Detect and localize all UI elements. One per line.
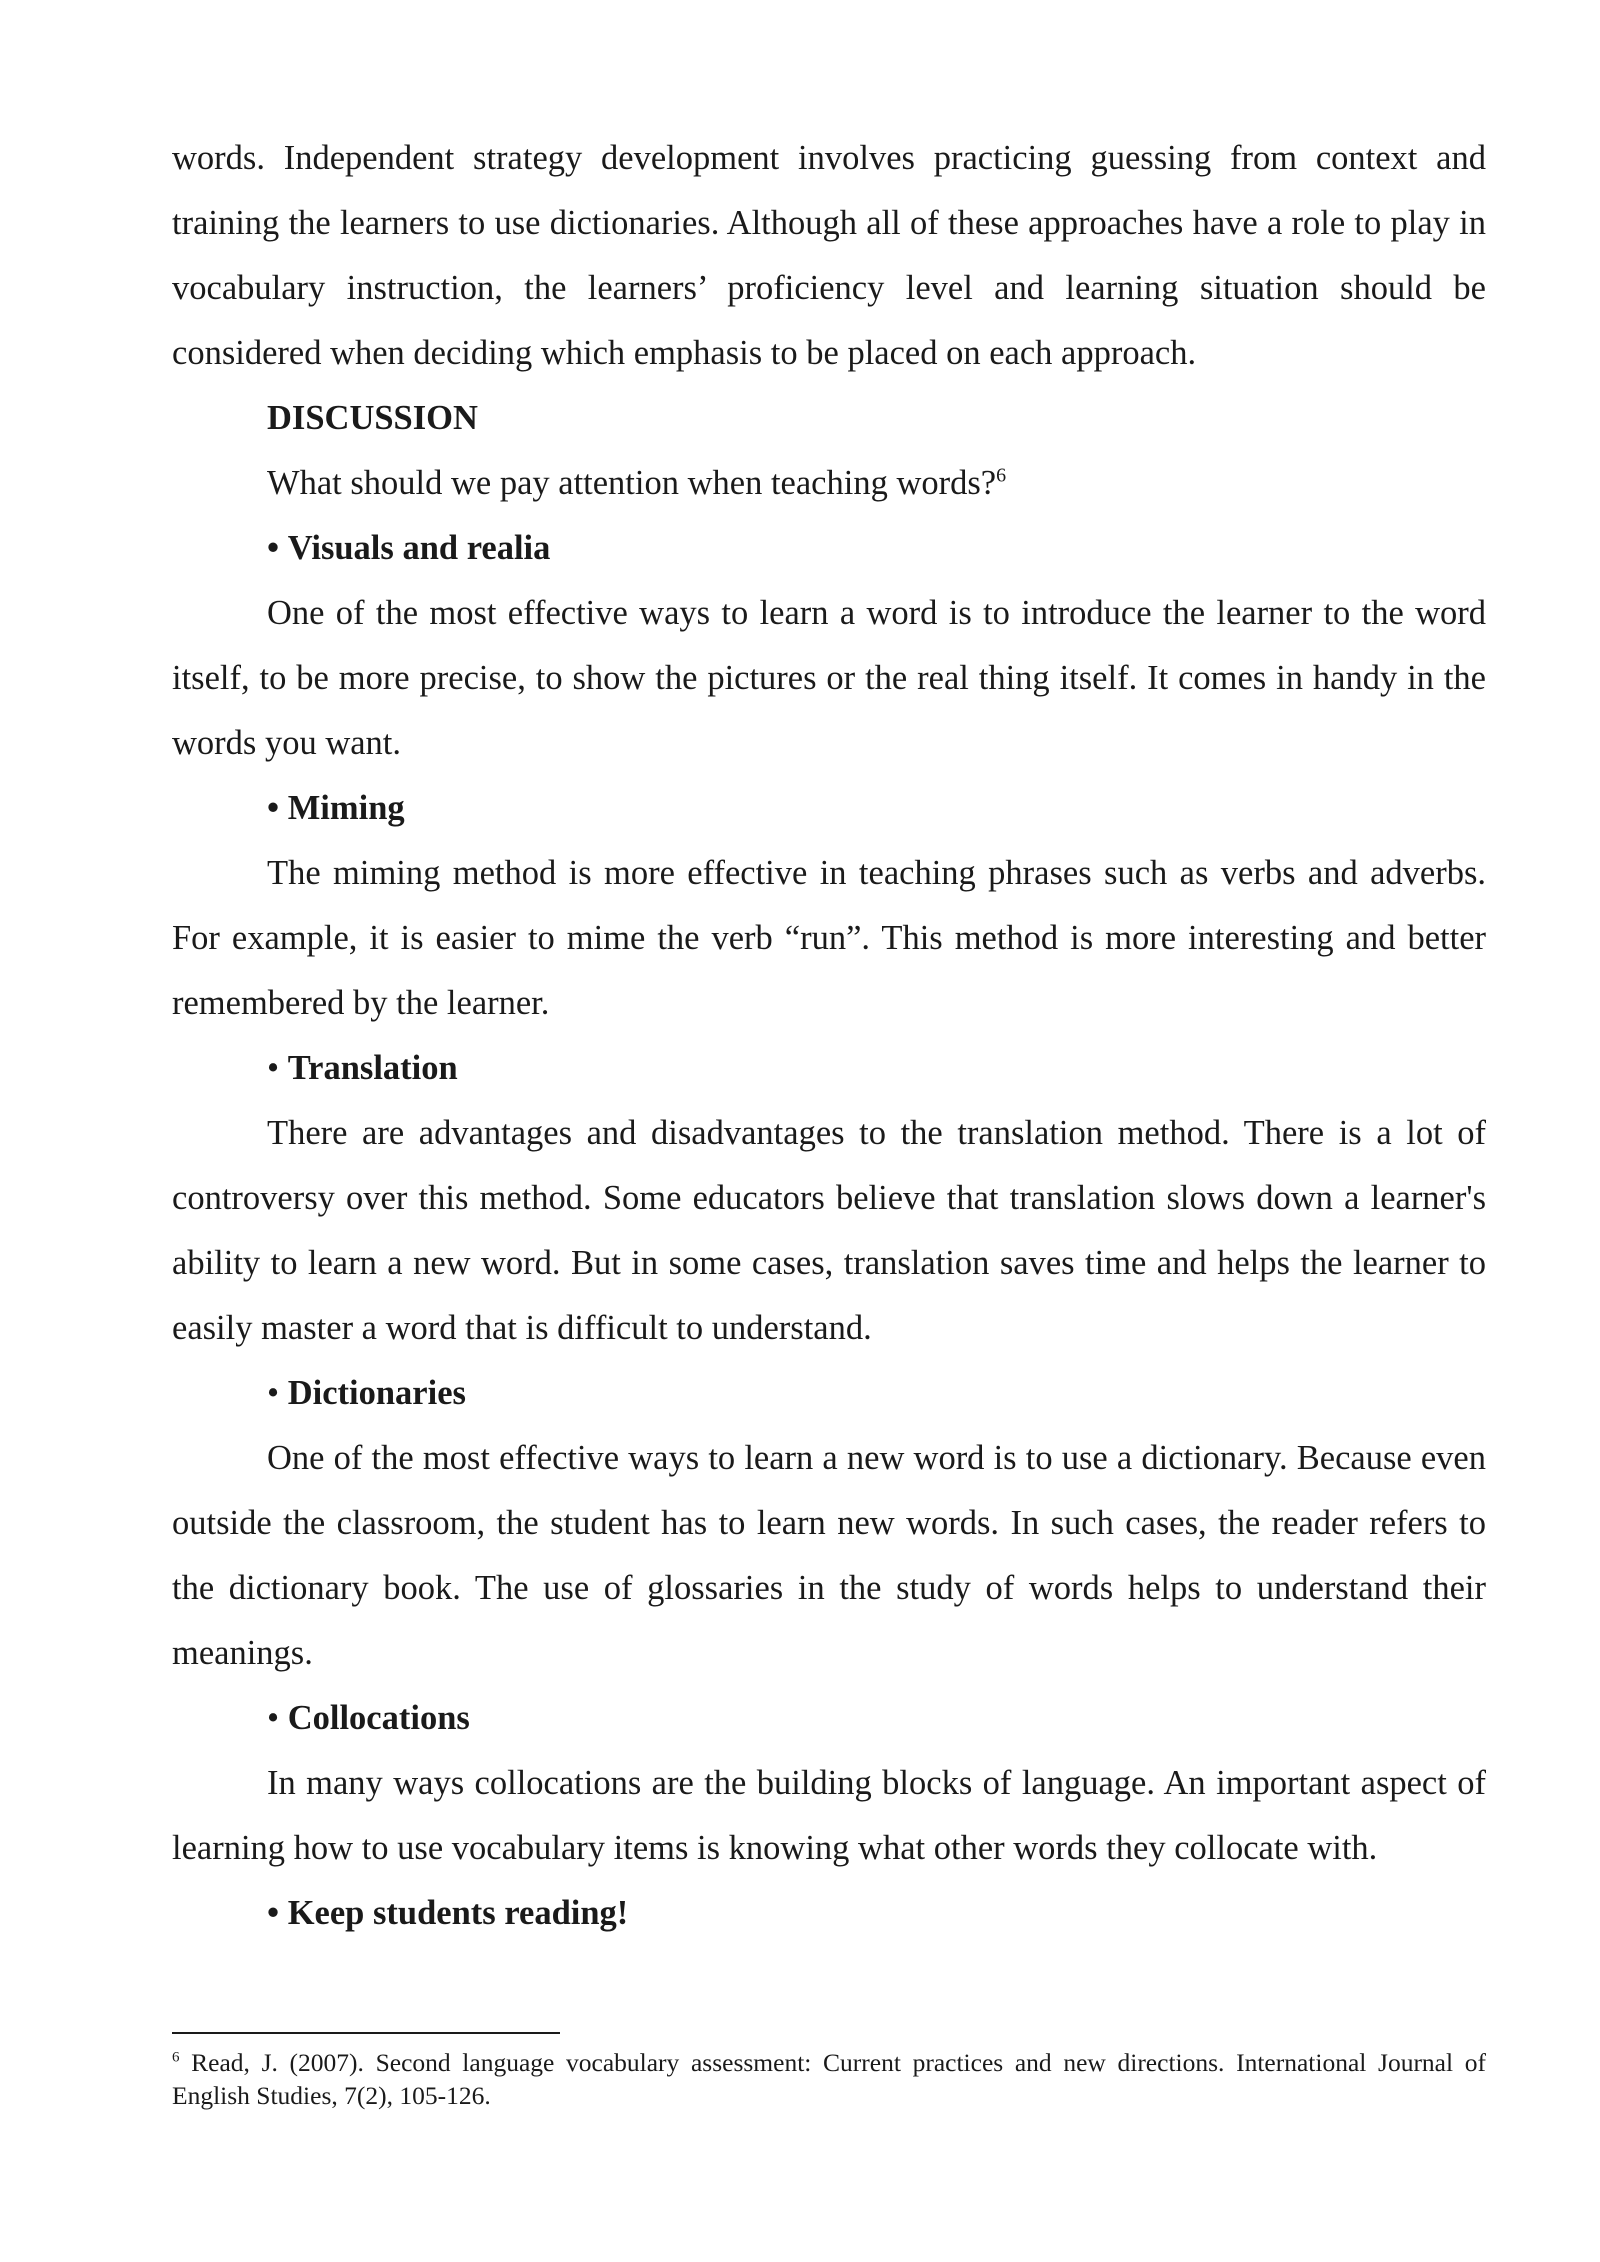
- footnote-number: 6: [172, 2049, 180, 2066]
- section-title: Collocations: [287, 1699, 470, 1737]
- footnote-separator: [172, 2032, 560, 2034]
- question-text: What should we pay attention when teaching words?: [267, 464, 997, 502]
- section-heading-visuals: [172, 516, 1486, 581]
- section-title: Dictionaries: [287, 1374, 466, 1412]
- footnote: [172, 2046, 1486, 2112]
- bullet-icon: •: [267, 1894, 280, 1932]
- intro-paragraph: words. Independent strategy development involves practicing guessing from context and training the learners to use dictionaries. Although all of these approaches have a role to play in vocabulary instruction, the learners’ proficiency level and learning situation should be considered when deciding which emphasis to be placed on each approach.: [172, 139, 1486, 372]
- section-text-collocations: In many ways collocations are the building blocks of language. An important aspect of learning how to use vocabulary items is knowing what other words they collocate with.: [172, 1764, 1486, 1867]
- discussion-heading: DISCUSSION: [267, 399, 478, 437]
- footnote-text: Read, J. (2007). Second language vocabulary assessment: Current practices and new directions. International Journal of English Studies, 7(2), 105-126.: [172, 2048, 1486, 2110]
- section-text-miming: The miming method is more effective in teaching phrases such as verbs and adverbs. For example, it is easier to mime the verb “run”. This method is more interesting and better remembered by the learner.: [172, 854, 1486, 1022]
- section-title: Visuals and realia: [287, 529, 551, 567]
- discussion-question: [172, 451, 1486, 516]
- section-heading-collocations: [172, 1686, 1486, 1751]
- section-heading-miming: [172, 776, 1486, 841]
- section-text-visuals: One of the most effective ways to learn a word is to introduce the learner to the word itself, to be more precise, to show the pictures or the real thing itself. It comes in handy in the words you want.: [172, 594, 1486, 762]
- bullet-icon: •: [267, 1049, 280, 1087]
- bullet-icon: •: [267, 1374, 280, 1412]
- bullet-icon: •: [267, 789, 280, 827]
- section-title: Miming: [287, 789, 405, 827]
- section-text-dictionaries: One of the most effective ways to learn a new word is to use a dictionary. Because even outside the classroom, the student has to learn new words. In such cases, the reader refers to the dictionary book. The use of glossaries in the study of words helps to understand their meanings.: [172, 1439, 1486, 1672]
- section-text-translation: There are advantages and disadvantages to the translation method. There is a lot of controversy over this method. Some educators believe that translation slows down a learner's ability to learn a new word. But in some cases, translation saves time and helps the learner to easily master a word that is difficult to understand.: [172, 1114, 1486, 1347]
- section-heading-reading: [172, 1881, 1486, 1946]
- bullet-icon: •: [267, 1699, 280, 1737]
- section-heading-translation: [172, 1036, 1486, 1101]
- section-title: Translation: [287, 1049, 458, 1087]
- section-heading-dictionaries: [172, 1361, 1486, 1426]
- section-title: Keep students reading!: [287, 1894, 629, 1932]
- footnote-reference[interactable]: 6: [996, 464, 1007, 487]
- document-page: [172, 126, 1486, 1946]
- bullet-icon: •: [267, 529, 280, 567]
